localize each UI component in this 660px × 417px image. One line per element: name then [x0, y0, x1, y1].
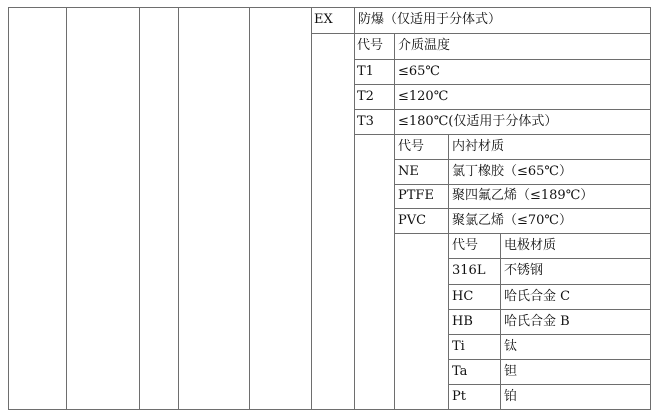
electrode-desc-cell: 不锈钢 — [504, 263, 544, 278]
temp-code-cell: T2 — [357, 89, 374, 104]
column-divider — [448, 134, 449, 410]
row-divider — [448, 334, 651, 335]
border-bottom — [8, 409, 651, 410]
column-divider — [311, 7, 312, 410]
electrode-code-cell: 316L — [452, 263, 486, 278]
electrode-code-cell: HC — [452, 289, 474, 304]
ex-code-cell: EX — [314, 12, 333, 27]
row-divider — [448, 258, 651, 259]
column-divider — [66, 7, 67, 410]
row-divider — [394, 184, 651, 185]
temp-code-cell: T1 — [357, 64, 374, 79]
temp-desc-cell: ≤65℃ — [398, 64, 440, 79]
temp-code-cell: T3 — [357, 114, 374, 129]
row-divider — [354, 84, 651, 85]
temp-header-code: 代号 — [357, 38, 384, 53]
column-divider — [249, 7, 250, 410]
row-divider — [311, 33, 651, 34]
lining-code-cell: PVC — [398, 213, 427, 228]
lining-desc-cell: 聚氯乙烯（≤70℃） — [452, 213, 572, 228]
lining-header-code: 代号 — [398, 139, 425, 154]
electrode-code-cell: Ta — [452, 364, 468, 379]
electrode-header-name: 电极材质 — [504, 238, 557, 253]
lining-code-cell: PTFE — [398, 188, 434, 203]
lining-code-cell: NE — [398, 164, 419, 179]
electrode-desc-cell: 铂 — [504, 389, 518, 404]
row-divider — [354, 134, 651, 135]
lining-desc-cell: 氯丁橡胶（≤65℃） — [452, 164, 572, 179]
column-divider — [139, 7, 140, 410]
row-divider — [394, 208, 651, 209]
row-divider — [448, 359, 651, 360]
electrode-desc-cell: 哈氏合金 B — [504, 314, 570, 329]
row-divider — [448, 384, 651, 385]
column-divider — [354, 7, 355, 410]
electrode-header-code: 代号 — [452, 238, 479, 253]
ex-desc-cell: 防爆（仅适用于分体式） — [358, 12, 502, 27]
row-divider — [394, 159, 651, 160]
border-top — [8, 7, 651, 8]
electrode-code-cell: Pt — [452, 389, 466, 404]
border-left — [8, 7, 9, 410]
lining-header-name: 内衬材质 — [452, 139, 505, 154]
temp-desc-cell: ≤120℃ — [398, 89, 449, 104]
electrode-desc-cell: 哈氏合金 C — [504, 289, 571, 304]
row-divider — [394, 233, 651, 234]
row-divider — [354, 59, 651, 60]
electrode-desc-cell: 钽 — [504, 364, 518, 379]
electrode-desc-cell: 钛 — [504, 339, 518, 354]
electrode-code-cell: HB — [452, 314, 473, 329]
column-divider — [178, 7, 179, 410]
column-divider — [394, 33, 395, 410]
lining-desc-cell: 聚四氟乙烯（≤189℃） — [452, 188, 594, 203]
row-divider — [354, 109, 651, 110]
row-divider — [448, 309, 651, 310]
electrode-code-cell: Ti — [452, 339, 465, 354]
temp-desc-cell: ≤180℃(仅适用于分体式） — [398, 114, 558, 129]
temp-header-name: 介质温度 — [398, 38, 451, 53]
row-divider — [448, 284, 651, 285]
